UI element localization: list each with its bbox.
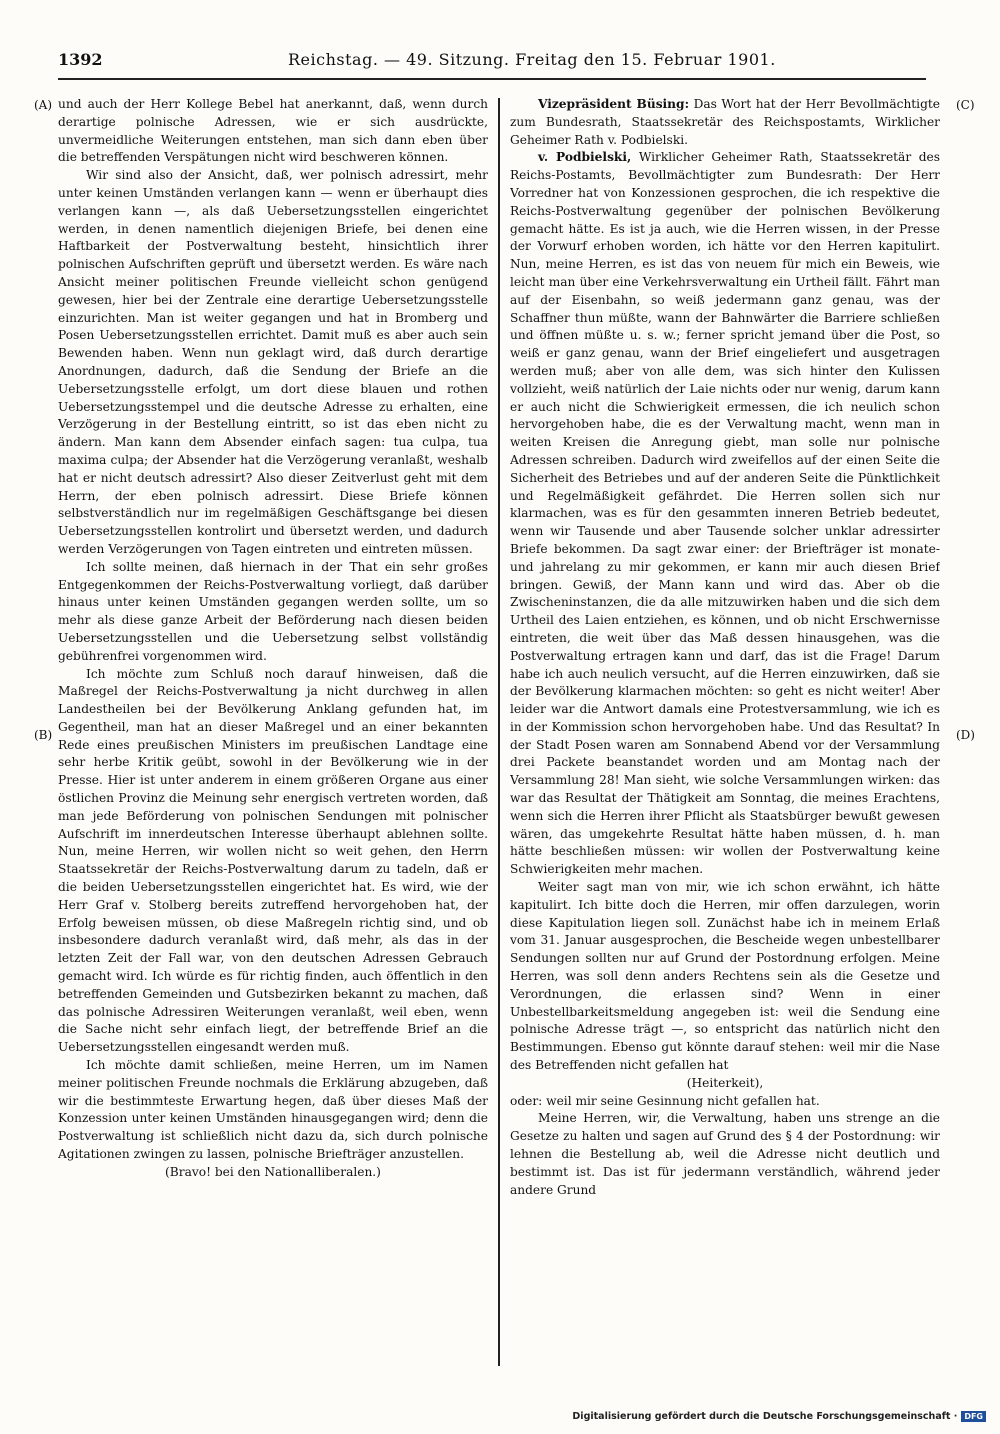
paragraph [510,149,940,879]
page-number: 1392 [58,50,103,69]
left-column [58,96,488,1376]
column-divider [498,98,500,1366]
paragraph: Meine Herren, wir, die Verwaltung, haben uns strenge an die Gesetze zu halten und sagen auf Grund des § 4 der Postordnung: wir lehnen die Bestellung ab, weil die Adresse nicht deutlich und bestimmt ist. Das ist für jedermann verständlich, während jeder andere Grund [510,1111,940,1197]
page-header [58,44,926,80]
speech-text: Wirklicher Geheimer Rath, Staatssekretär des Reichs-Postamts, Bevollmächtigter zum Bundesrath: Der Herr Vorredner hat von Konzessionen gesprochen, die ich respektive die Reichs-Postverwaltung gegenüber der polnischen Bevölkerung gemacht hätte. Es ist ja auch, wie die Herren wissen, in der Presse der Vorwurf erhoben worden, ich hätte vor den Herren kapitulirt. Nun, meine Herren, es ist das von neuem für mich ein Beweis, wie leicht man über eine Verkehrsverwaltung ein Urtheil fällt. Fährt man auf der Eisenbahn, so weiß jedermann ganz genau, was der Schaffner thun müßte, wann der Bahnwärter die Barriere schließen und öffnen müßte u. s. w.; ferner spricht jemand über die Post, so weiß er ganz genau, wann der Brief eingeliefert und ausgetragen werden muß; aber von alle dem, was sich hinter den Kulissen vollzieht, weiß natürlich der Laie nichts oder nur wenig, darum kann er auch nicht die Schwierigkeit ermessen, die ich neulich schon hervorgehoben habe, die es der Verwaltung macht, wenn man in weiten Kreisen die Anregung giebt, man solle nur polnische Adressen schreiben. Dadurch wird zweifellos auf der einen Seite die Sicherheit des Betriebes und auf der anderen Seite die Pünktlichkeit und Regelmäßigkeit gefährdet. Die Herren sollen sich nur klarmachen, was es für den gesammten inneren Betrieb bedeutet, wenn wir Tausende und aber Tausende solcher unklar adressirter Briefe bekommen. Da sagt zwar einer: der Briefträger ist monate- und jahrelang zu mir gekommen, er kann mir auch diesen Brief bringen. Gewiß, der Mann kann und wird das. Aber ob die Zwischeninstanzen, die da alle mitzuwirken haben und die sich dem Urtheil des Laien entziehen, es können, und ob nicht Erschwernisse eintreten, die weit über das Maß dessen hinausgehen, was die Postverwaltung ertragen kann und darf, das ist die Frage! Darum habe ich auch neulich versucht, auf die Herren einzuwirken, daß sie der Bevölkerung klarmachen möchten: so geht es nicht weiter! Aber leider war die Antwort damals eine Protestversammlung, wie ich es in der Kommission schon hervorgehoben habe. Und das Resultat? In der Stadt Posen waren am Sonnabend Abend vor der Versammlung drei Packete beanstandet worden und am Montag nach der Versammlung 28! Man sieht, wie solche Versammlungen wirken: das war das Resultat der Thätigkeit am Sonntag, die meines Erachtens, wenn sich die Herren ihrer Pflicht als Staatsbürger bewußt gewesen wären, das umgekehrte Resultat hätte haben müssen, d. h. man hätte beschließen müssen: wir wollen der Postverwaltung keine Schwierigkeiten mehr machen. [510,150,940,877]
dfg-logo: DFG [961,1411,986,1422]
running-title: Reichstag. — 49. Sitzung. Freitag den 15. Februar 1901. [288,50,776,69]
margin-mark-d: (D) [956,728,975,742]
digitization-footer [572,1411,986,1422]
paragraph: Weiter sagt man von mir, wie ich schon erwähnt, ich hätte kapitulirt. Ich bitte doch die Herren, mir offen darzulegen, worin diese Kapitulation liegen soll. Zunächst habe ich in meinem Erlaß vom 31. Januar ausgesprochen, die Bescheide wegen unbestellbarer Sendungen sollten nur auf Grund der Postordnung erfolgen. Meine Herren, was soll denn anders Rechtens sein als die Gesetze und Verordnungen, die erlassen sind? Wenn in einer Unbestellbarkeitsmeldung angegeben ist: weil die Sendung eine polnische Adresse trägt —, so entspricht das natürlich nicht den Bestimmungen. Ebenso gut könnte darauf stehen: weil mir die Nase des Betreffenden nicht gefallen hat [510,880,940,1073]
paragraph: Ich möchte zum Schluß noch darauf hinweisen, daß die Maßregel der Reichs-Postverwaltung ja nicht durchweg in allen Landestheilen bei der Bevölkerung Anklang gefunden hat, im Gegentheil, man hat an dieser Maßregel und an einer bekannten Rede eines preußischen Ministers im preußischen Landtage eine sehr herbe Kritik geübt, sowohl in der Bevölkerung wie in der Presse. Hier ist unter anderem in einem größeren Organe aus einer östlichen Provinz die Meinung sehr energisch vertreten worden, daß man jede Beförderung von polnischen Sendungen mit polnischer Aufschrift im innerdeutschen Interesse überhaupt ablehnen sollte. Nun, meine Herren, wir wollen nicht so weit gehen, den Herrn Staatssekretär der Reichs-Postverwaltung darum zu tadeln, daß er die beiden Uebersetzungsstellen eingerichtet hat. Es wird, wie der Herr Graf v. Stolberg bereits zutreffend hervorgehoben hat, der Erfolg beweisen müssen, ob diese Maßregeln richtig sind, und ob insbesondere dadurch veranlaßt wird, daß mehr, als das in der letzten Zeit der Fall war, von den deutschen Adressen Gebrauch gemacht wird. Ich würde es für richtig finden, auch öffentlich in den betreffenden Gemeinden und Gutsbezirken bekannt zu machen, daß das polnische Adressiren Weiterungen veranlaßt, weil eben, wenn die Sache nicht sehr einfach liegt, der betreffende Brief an die Uebersetzungsstellen eingesandt werden muß. [58,666,488,1055]
speaker-name: Vizepräsident Büsing: [538,97,690,111]
margin-mark-b: (B) [34,728,53,742]
applause-note: (Bravo! bei den Nationalliberalen.) [165,1164,381,1179]
paragraph: Ich möchte damit schließen, meine Herren, um im Namen meiner politischen Freunde nochmals die Erklärung abzugeben, daß wir die bestimmteste Erwartung hegen, daß über dieses Maß der Konzession unter keinen Umständen hinausgegangen wird; denn die Postverwaltung ist schließlich nicht dazu da, sich durch polnische Agitationen zwingen zu lassen, polnische Briefträger anzustellen. [58,1058,488,1162]
right-column [510,96,940,1376]
paragraph [510,96,940,149]
laughter-note: (Heiterkeit), [686,1075,764,1090]
margin-mark-c: (C) [956,98,975,112]
footer-text: Digitalisierung gefördert durch die Deutsche Forschungsgemeinschaft · [572,1411,958,1422]
paragraph: oder: weil mir seine Gesinnung nicht gefallen hat. [510,1093,820,1108]
paragraph: Wir sind also der Ansicht, daß, wer polnisch adressirt, mehr unter keinen Umständen verlangen kann — wenn er überhaupt dies verlangen kann —, als daß Uebersetzungsstellen eingerichtet werden, in denen namentlich diejenigen Briefe, bei denen eine Haftbarkeit der Postverwaltung besteht, hinsichtlich ihrer polnischen Aufschriften geprüft und übersetzt werden. Es wäre nach Ansicht meiner politischen Freunde vielleicht schon genügend gewesen, hier bei der Zentrale eine derartige Uebersetzungsstelle einzurichten. Man ist weiter gegangen und hat in Bromberg und Posen Uebersetzungsstellen errichtet. Damit muß es aber auch sein Bewenden haben. Wenn nun geklagt wird, daß durch derartige Anordnungen, dadurch, daß die Sendung der Briefe an die Uebersetzungsstelle erfolgt, um dort diese blauen und rothen Uebersetzungsstempel und die deutsche Adresse zu erhalten, eine Verzögerung in der Bestellung eintritt, so ist das eben nicht zu ändern. Man kann dem Absender einfach sagen: tua culpa, tua maxima culpa; der Absender hat die Verzögerung veranlaßt, weshalb hat er nicht deutsch adressirt? Also dieser Zeitverlust geht mit dem Herrn, der eben polnisch adressirt. Diese Briefe können selbstverständlich nur im regelmäßigen Geschäftsgange bei diesen Uebersetzungsstellen kontrolirt und übersetzt werden, und dadurch werden Verzögerungen von Tagen eintreten und eintreten müssen. [58,168,488,556]
margin-mark-a: (A) [34,98,53,112]
speaker-name: v. Podbielski, [538,150,632,165]
speech-text: Das Wort hat der Herr Bevollmächtigte zum Bundesrath, Staatssekretär des Reichspostamts, Wirklicher Geheimer Rath v. Podbielski. [510,97,940,147]
paragraph: und auch der Herr Kollege Bebel hat anerkannt, daß, wenn durch derartige polnische Adressen, wie er sich ausdrückte, unvermeidliche Weiterungen entstehen, man sich dann eben über die betreffenden Verspätungen nicht wird beschweren können. [58,97,488,165]
paragraph: Ich sollte meinen, daß hiernach in der That ein sehr großes Entgegenkommen der Reichs-Postverwaltung vorliegt, daß darüber hinaus unter keinen Umständen gegangen werden sollte, um so mehr als diese ganze Arbeit der Beförderung nach diesen beiden Uebersetzungsstellen und die Uebersetzung selbst vollständig gebührenfrei vorgenommen wird. [58,559,488,663]
